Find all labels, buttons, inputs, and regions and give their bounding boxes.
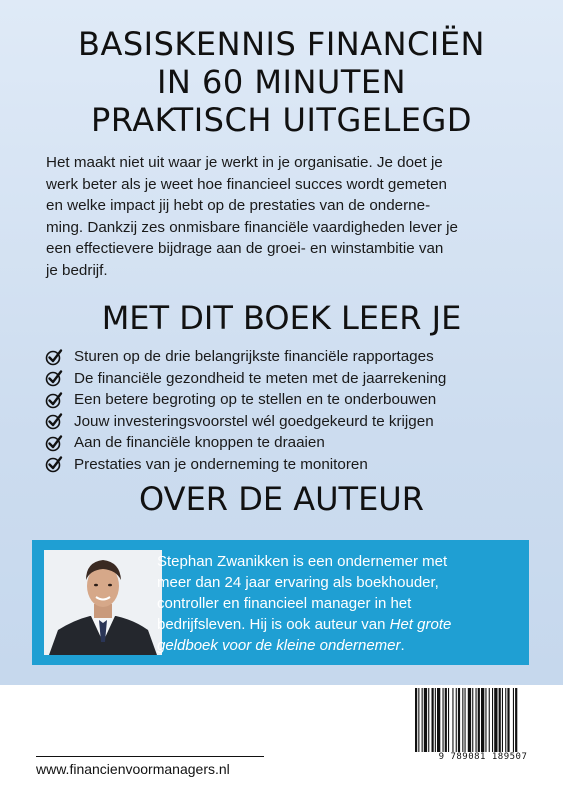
author-heading: OVER DE AUTEUR [139,480,424,518]
barcode-bar [494,688,497,752]
learn-list [45,346,535,475]
barcode-bar [462,688,463,752]
list-item-label: Jouw investeringsvoorstel wél goedgekeurd te krijgen [74,412,434,430]
barcode-bar [415,688,417,752]
barcode-bar [472,688,473,752]
list-item-label: Sturen op de drie belangrijkste financiële rapportages [74,348,434,366]
checkmark-icon [45,412,63,430]
book-title-italic: Het grote [389,616,452,633]
list-item [45,454,535,476]
barcode-bar [422,688,423,752]
barcode-bar [481,688,484,752]
barcode-bar [445,688,447,752]
barcode-bar [478,688,480,752]
divider [36,756,264,757]
bio-text: . [400,637,405,654]
barcode-bar [448,688,449,752]
checkmark-icon [45,455,63,473]
barcode-bar [499,688,501,752]
checkmark-icon [45,348,63,366]
barcode-bar [424,688,427,752]
barcode-bar [502,688,503,752]
bio-line [157,635,527,656]
bio-text: bedrijfsleven. Hij is ook auteur van [157,616,390,633]
intro-line: werk beter als je weet hoe financieel succes wordt gemeten [46,175,447,193]
list-item-label: Prestaties van je onderneming te monitoren [74,455,368,473]
author-box [32,540,529,665]
book-title-italic: geldboek voor de kleine ondernemer [157,637,401,654]
barcode-bar [432,688,434,752]
barcode-bar [468,688,471,752]
intro-line: en welke impact jij hebt op de prestaties van de onderne- [46,197,431,215]
bio-line: controller en financieel manager in het [157,595,412,612]
title-line-3: PRAKTISCH UITGELEGD [91,101,472,139]
list-item [45,368,535,390]
barcode-bar [456,688,457,752]
title-line-1: BASISKENNIS FINANCIËN [78,25,485,63]
author-bio [157,551,527,656]
barcode-bar [515,688,517,752]
list-item-label: Een betere begroting op te stellen en te onderbouwen [74,391,437,409]
barcode-bar [437,688,440,752]
barcode-bar [465,688,466,752]
website-url[interactable]: www.financienvoormanagers.nl [36,761,230,777]
list-item [45,389,535,411]
checkmark-icon [45,369,63,387]
barcode-bar [458,688,460,752]
barcode-bar [428,688,429,752]
list-item [45,432,535,454]
barcode-bar [485,688,486,752]
isbn-number: 9 789081 189507 [438,752,528,762]
bio-line: meer dan 24 jaar ervaring als boekhouder, [157,574,439,591]
list-item-label: De financiële gezondheid te meten met de jaarrekening [74,369,447,387]
title-line-2: IN 60 MINUTEN [156,63,407,101]
barcode-bar [435,688,436,752]
author-photo [44,550,162,655]
barcode-icon [413,688,553,752]
checkmark-icon [45,391,63,409]
intro-paragraph [46,152,523,282]
list-item [45,411,535,433]
list-item [45,346,535,368]
barcode-bar [443,688,444,752]
learn-heading: MET DIT BOEK LEER JE [101,299,462,337]
intro-line: Het maakt niet uit waar je werkt in je organisatie. Je doet je [46,154,443,171]
bio-line [157,614,527,635]
checkmark-icon [45,434,63,452]
barcode-bar [513,688,514,752]
intro-line: een effectievere bijdrage aan de groei- en winstambitie van [46,240,444,258]
intro-line: ming. Dankzij zes onmisbare financiële vaardigheden lever je [46,218,458,236]
barcode-bar [489,688,490,752]
barcode-bar [505,688,506,752]
barcode-bar [418,688,419,752]
barcode-bar [492,688,493,752]
barcode-bar [452,688,453,752]
barcode-bar [507,688,509,752]
list-item-label: Aan de financiële knoppen te draaien [74,434,325,452]
bio-line: Stephan Zwanikken is een ondernemer met [157,553,448,570]
intro-line: je bedrijf. [46,261,108,279]
barcode-bar [476,688,477,752]
